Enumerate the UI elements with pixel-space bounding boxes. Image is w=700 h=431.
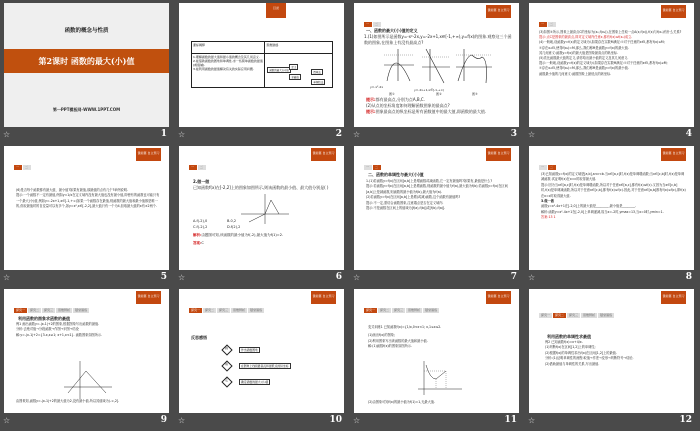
slide-heading: 反思感悟: [191, 335, 207, 340]
tab: 二: [373, 165, 381, 170]
slide-text: 由图象知,函数y=-|x-1|+2的最大值为2,没有最小值.所以其值域为(-∞,2].: [16, 399, 120, 403]
tab: 探究二: [30, 308, 40, 312]
tab: 一: [539, 165, 547, 170]
step-label: 看: [225, 362, 229, 366]
step-box: 确定函数的最大(小)值: [241, 380, 269, 384]
slide-tabs: [539, 313, 614, 318]
slide-canvas[interactable]: [354, 146, 519, 270]
slide-canvas[interactable]: [529, 3, 694, 127]
transition-icon: ☆: [528, 273, 536, 282]
slide-body: [16, 322, 161, 338]
option: A.f(-2),0: [193, 219, 208, 223]
transition-icon: ☆: [3, 273, 11, 282]
section-badge: 课前篇 自主预习: [311, 148, 336, 161]
slide-thumbnail-11[interactable]: [350, 286, 525, 429]
slide-canvas[interactable]: [179, 3, 344, 127]
function-graph: [241, 194, 291, 224]
slide-tabs: [364, 22, 381, 27]
slide-footer: [0, 272, 175, 286]
tab: 探究三: [219, 308, 229, 312]
slide-tabs: [14, 308, 89, 313]
slide-subtitle: 函数的概念与性质: [64, 28, 109, 34]
tab: 探究二: [380, 308, 390, 312]
transition-icon: ☆: [528, 130, 536, 139]
slide-body: [16, 188, 161, 210]
section-badge: 课前篇 自主预习: [486, 148, 511, 161]
function-graphs-figure: [384, 47, 494, 85]
tab: 随堂演练: [250, 308, 263, 312]
slide-thumbnail-4[interactable]: [525, 0, 700, 143]
tab: 一: [539, 22, 547, 27]
transition-icon: ☆: [3, 416, 11, 425]
hint-text: 提示:若函数y=f(x)在区间[a,b]上是增函数,则函数的最小值为f(a),最大值为f(b);若函数y=f(x)在区间[a,b]上是减函数,则函数的最小值为f(b),最大值为f(a).: [366, 184, 508, 194]
tab: 二: [548, 22, 556, 27]
hint-label: 提示:: [366, 109, 376, 114]
function-graph: [64, 359, 114, 399]
slide-footer: [0, 129, 175, 143]
slide-canvas[interactable]: [179, 146, 344, 270]
section-badge: 课前篇 自主预习: [136, 291, 161, 304]
tab: 二: [198, 165, 206, 170]
option: C.f(-2),2: [193, 225, 208, 229]
section-badge: 课前篇 自主预习: [136, 148, 161, 161]
slide-number: 9: [160, 415, 167, 425]
step-box: 在图象上找到最高点和最低点的纵坐标: [241, 364, 289, 368]
slide-thumbnail-12[interactable]: [525, 286, 700, 429]
slide-number: 4: [685, 129, 692, 139]
hint-text: 提示:点C是图象的最高点,即对定义域内任意x,都有f(x)≤f(x₀)成立.: [539, 35, 633, 40]
slide-heading: 3.做一做: [541, 199, 554, 204]
tab: 探究三: [569, 313, 579, 317]
slide-footer: [175, 272, 350, 286]
lesson-plan-table: [191, 41, 333, 88]
analysis-text: 由题图可知,该函数的最小值为f(-2),最大值为f(1)=2.: [201, 233, 284, 237]
solution-text: 解:(1)函数f(x)的图象如图所示.: [368, 344, 412, 349]
tab: 探究三: [394, 308, 404, 312]
slide-tabs: [189, 308, 264, 313]
step-label: 定: [225, 378, 229, 382]
tab: 一: [364, 165, 372, 170]
list-item: 2.能借助函数的图象和单调性,求一些简单函数的最值(或值域).: [193, 59, 263, 68]
slide-thumbnail-5[interactable]: [0, 143, 175, 286]
solution-text: 解:y=-|x-1|+2={3-x,x≥1; x+1,x<1}. 函数图象如图所示.: [16, 332, 103, 337]
slide-text: 变式训练1 已知函数f(x)={1/x,0<x<1; x,1≤x≤2.: [368, 325, 442, 329]
mindmap-node: 定义: [291, 66, 297, 70]
figure-label: 图③: [472, 92, 478, 96]
slide-number: 10: [329, 415, 342, 425]
section-badge: 课前篇 自主预习: [661, 148, 686, 161]
slide-tabs: [14, 165, 31, 170]
slide-text: 例1 画出函数y=-|x-1|+2的图象,根据图象写出函数的最值.: [16, 322, 100, 326]
list-item: 1.理解函数的最大值和最小值的概念及其几何意义.: [193, 55, 260, 60]
tab: 二: [23, 165, 31, 170]
slide-text: (5)类比函数最大值的定义,请你给出最小值的定义及其几何意义.: [539, 56, 629, 61]
tab: 探究一: [366, 308, 376, 312]
step-label: 画: [225, 346, 229, 350]
transition-icon: ☆: [178, 416, 186, 425]
tab: 一: [189, 165, 197, 170]
slide-text: 已知函数f(x)在[-2,2]上的图象如图所示,则该函数的最小值、最大值分别是( ): [193, 185, 329, 190]
transition-icon: ☆: [353, 416, 361, 425]
figure-caption: y=-2x+1,x∈[-1,+∞): [414, 88, 445, 92]
slide-number: 11: [504, 415, 517, 425]
tab: 探究三: [44, 308, 54, 312]
slide-body: [545, 340, 685, 367]
slide-text: ②存在x₀∈I,使得f(x₀)=M,那么,我们称M是函数y=f(x)的最小值.: [539, 66, 629, 71]
transition-icon: ☆: [353, 130, 361, 139]
function-graph: [418, 361, 464, 395]
tab: 探究一: [191, 308, 201, 312]
slide-text: 提示:不一定,需结合函数图象,注意端点是否在定义域内.: [366, 200, 444, 205]
hint-text: 提示:因为当x∈[a,c]时,f(x)是单调增函数,所以对于任意x∈[a,c],都有f(x)≤f(c).又因为当x∈[c,b]时,f(x)是单调减函数,所以对于任意x∈[c,b],都有f(x)≤f(c).因此,对于任意x∈[a,b]都有f(x)≤f(c),即f(x)在x=c时取得最大值.: [541, 182, 686, 198]
slide-number: 8: [685, 272, 692, 282]
slide-tabs: [364, 308, 439, 313]
slide-body: [366, 179, 511, 211]
slide-thumbnail-7[interactable]: [350, 143, 525, 286]
slide-title-bar: 第2课时 函数的最大(小)值: [4, 49, 169, 73]
tab: 思维辨析: [233, 308, 246, 312]
slide-thumbnail-8[interactable]: [525, 143, 700, 286]
slide-text: (2)利用图象写出该函数的最大值和最小值.: [368, 338, 428, 343]
slide-canvas[interactable]: [354, 3, 519, 127]
tab: 探究一: [16, 308, 26, 312]
tab: 随堂演练: [600, 313, 613, 317]
slide-text: 函数最小值的几何意义:函数图象上最低点的纵坐标.: [539, 71, 612, 76]
analysis-label: 解析:: [193, 233, 202, 237]
slide-text: 其几何意义:函数y=f(x)的最大值是图象最高点的纵坐标.: [539, 50, 619, 55]
slide-text: (3)如图③所示,图象上最高点C的坐标为(x₀,f(x₀)),在图象上任取一点A(x,f(x)),f(x)与f(x₀)有什么关系?: [539, 30, 682, 34]
slide-footer: [525, 129, 700, 143]
analysis-text: 解析:函数y=x²-4x+1在[-2,0]上单调递减,故当x=-2时,ymax=13,当x=0时,ymin=1.: [541, 209, 664, 214]
slide-heading: 一、函数的最大(小)值的定义: [366, 28, 418, 33]
step-box: 作出函数图象: [241, 348, 258, 352]
transition-icon: ☆: [353, 273, 361, 282]
slide-heading: 2.做一做: [193, 179, 210, 184]
tab: 探究一: [541, 313, 551, 317]
slide-number: 1: [160, 129, 167, 139]
slide-text: 函数y=x²-4x+1在[-2,0]上的最大值是________,最小值是________.: [541, 204, 637, 209]
slide-text: (3)已知函数y=f(x)的定义域是[a,b],a<c<b.当x∈[a,c]时,f(x)是单调增函数;当x∈[c,b]时,f(x)是单调减函数.试证明f(x)在x=c时取得最大值.: [541, 172, 685, 182]
hint-label: 提示:: [366, 97, 376, 102]
slide-footer: [0, 415, 175, 429]
tab: 探究二: [205, 308, 215, 312]
slide-footer: [175, 415, 350, 429]
tab: 探究二: [555, 313, 565, 317]
slide-text: (1)判断f(x)在区间[1,2]上的单调性;: [545, 345, 596, 350]
tab: 随堂演练: [75, 308, 88, 312]
slide-thumbnail-2[interactable]: [175, 0, 350, 143]
slide-body: [541, 172, 686, 221]
section-badge: 课前篇 自主预习: [661, 291, 686, 304]
hint-text: 提示:一个函数不一定有最值,例如y=1/x在定义域内没有最大值也没有最小值,即使有的函数也可能只有一个最大(小)值,例如y=-2x+1,x∈[-1,+∞)如果一个函数存在最值,则函数的最大值和最小值都是唯一的,但取最值时的自变量可以有多个,如y=x²,x∈[-2,2],最大值只有一个为4,但取最大值的x有±2两个.: [16, 193, 160, 209]
slide-canvas[interactable]: [529, 289, 694, 413]
slide-text: (4)一般地,设函数y=f(x)的定义域为I,如果存在实数M满足:①对于任意的x∈I,都有f(x)≤M;: [539, 40, 665, 45]
slide-text: 例2 已知函数f(x)=x+4/x.: [545, 340, 583, 344]
slide-text: 1.(1)如图所示是函数y=-x²-2x,y=-2x+1,x∈[-1,+∞),y=f(x)的图象.观察这三个函数的图象,在图象上有没有最高点?: [364, 34, 512, 46]
list-item: 3.能利用函数的最值解决有关的实际应用问题.: [193, 67, 254, 72]
slide-tabs: [539, 22, 556, 27]
slide-heading: 二、函数的单调性与最大(小)值: [368, 172, 424, 177]
tab: 一: [14, 165, 22, 170]
analysis-text: 分析:(1)证明单调性的流程:取值→作差→变形→判断符号→结论.: [545, 356, 634, 361]
hint-text: 提示:不是函数在区间上的值域为[f(a),f(b)]或[f(b),f(a)].: [366, 206, 446, 211]
slide-body: [539, 30, 687, 77]
slide-canvas[interactable]: [4, 289, 169, 413]
slide-thumbnail-6[interactable]: [175, 143, 350, 286]
slide-text: 1.(1)若函数y=f(x)在区间[a,b]上是增函数或减函数,它一定有最值吗?如果有,最值是什么?: [366, 179, 493, 183]
slide-thumbnail-3[interactable]: [350, 0, 525, 143]
tab: 一: [364, 22, 372, 27]
slide-number: 2: [335, 129, 342, 139]
slide-text: (2)根据f(x)的单调性求出f(x)在区间[1,2]上的最值.: [545, 350, 617, 355]
slide-tabs: [364, 165, 381, 170]
section-badge: 课前篇 自主预习: [486, 5, 511, 18]
section-badge: 课前篇 自主预习: [661, 5, 686, 18]
slide-canvas[interactable]: [4, 146, 169, 270]
answer-text: 答案:13 1: [541, 215, 556, 220]
slide-footer: [350, 129, 525, 143]
transition-icon: ☆: [178, 273, 186, 282]
slide-footer: [350, 272, 525, 286]
slide-canvas[interactable]: [179, 289, 344, 413]
figure-label: 图①: [389, 92, 395, 96]
answer-label: 答案:: [193, 241, 202, 245]
slide-text: (2)若函数y=f(x)在区间[a,b]上是增(或减)函数,这个函数有最值吗?: [366, 195, 461, 200]
slide-footer: [525, 272, 700, 286]
option: B.0,2: [227, 219, 237, 223]
slide-text: (2)由图象可知f(x)的最小值为f(1)=1,无最大值.: [368, 400, 435, 404]
table-header: 思维脉络: [265, 42, 333, 54]
tab: 二: [548, 165, 556, 170]
hint-text: 都有最高点,分别为点A,B,C.: [375, 97, 425, 102]
section-badge: 课前篇 自主预习: [311, 291, 336, 304]
tab: 随堂演练: [425, 308, 438, 312]
slide-thumbnail-1[interactable]: [0, 0, 175, 143]
slide-text: (2)从点的坐标角度如何理解函数图象的最高点?: [366, 103, 450, 108]
slide-tabs: [189, 165, 206, 170]
tab: 思维辨析: [583, 313, 596, 317]
figure-label: 图②: [436, 92, 442, 96]
slide-footer: [175, 129, 350, 143]
mindmap-node: 函数的最大(小)值: [269, 69, 289, 73]
section-badge: 课前篇 自主预习: [486, 291, 511, 304]
transition-icon: ☆: [178, 130, 186, 139]
slide-canvas[interactable]: [529, 146, 694, 270]
slide-text: (2)借助最值与单调性的关系,写出最值.: [545, 361, 600, 366]
hint-text: 提示:一般地,设函数y=f(x)的定义域为I,如果存在实数M满足:①对于任意的x∈I,都有f(x)≥M;: [539, 61, 668, 66]
slide-heading: 利用函数的单调性求最值: [547, 334, 591, 339]
slide-footer: [350, 415, 525, 429]
table-header: 课标阐释: [192, 42, 265, 54]
contents-badge: 目录: [266, 3, 286, 18]
slide-number: 7: [510, 272, 517, 282]
tab: 思维辨析: [408, 308, 421, 312]
slide-canvas[interactable]: [354, 289, 519, 413]
slide-footer-text: 第一PPT模板网-WWW.1PPT.COM: [52, 107, 121, 112]
mindmap-node: 单调性法: [313, 81, 324, 85]
mindmap-node: 求最值: [291, 76, 299, 80]
hint-text: 图象最高点的纵坐标是所有函数值中的最大值,即函数的最大值.: [375, 109, 487, 114]
slide-text: ②存在x₀∈I,使得f(x₀)=M,那么,我们称M是函数y=f(x)的最大值.: [539, 45, 629, 50]
answer-text: C: [201, 241, 204, 245]
slide-canvas[interactable]: [4, 3, 169, 127]
slide-heading: 利用函数的图象求函数的最值: [18, 316, 70, 321]
slide-tabs: [539, 165, 556, 170]
slide-thumbnail-9[interactable]: [0, 286, 175, 429]
slide-thumbnail-10[interactable]: [175, 286, 350, 429]
slide-number: 6: [335, 272, 342, 282]
tab: 思维辨析: [58, 308, 71, 312]
slide-footer: [525, 415, 700, 429]
transition-icon: ☆: [528, 416, 536, 425]
tab: 二: [373, 22, 381, 27]
slide-number: 3: [510, 129, 517, 139]
slide-number: 12: [679, 415, 692, 425]
slide-text: (1)画出f(x)的图象;: [368, 333, 396, 338]
figure-caption: y=-x²-2x: [370, 85, 384, 89]
mindmap-node: 图象法: [313, 71, 321, 75]
transition-icon: ☆: [3, 130, 11, 139]
slide-number: 5: [160, 272, 167, 282]
slide-body: [368, 325, 513, 350]
option: D.f(2),2: [227, 225, 241, 229]
slide-text: (6)是否每个函数都有最大值、最小值?如果有最值,那最值的点有几个?举例说明.: [16, 188, 128, 192]
analysis-text: 分析:去绝对值→分段函数→作图→识图→结论: [16, 327, 79, 332]
